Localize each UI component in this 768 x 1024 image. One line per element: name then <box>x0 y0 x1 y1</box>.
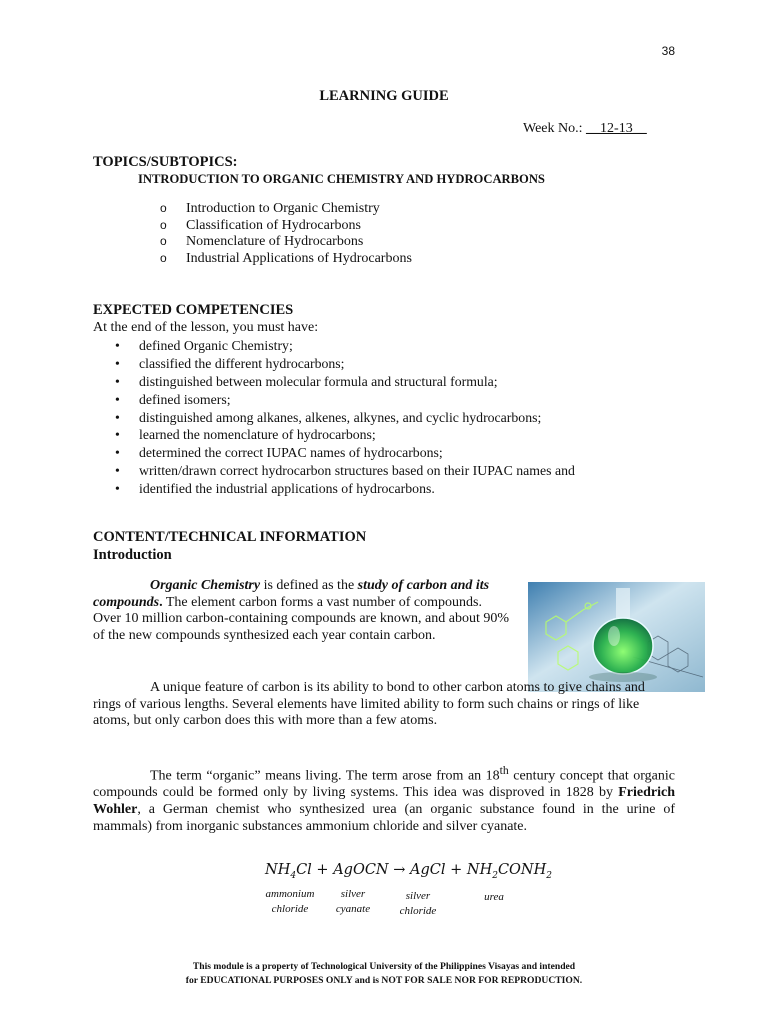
chemistry-flask-image <box>528 582 705 692</box>
footer-line: This module is a property of Technological University of the Philippines Visayas and intended <box>192 961 576 972</box>
plus-sign: + <box>445 862 467 878</box>
term-study-of-carbon: study of carbon and its compounds <box>93 578 490 610</box>
list-item <box>160 250 412 267</box>
competencies-list <box>115 337 575 498</box>
list-item-text: Introduction to Organic Chemistry <box>186 201 380 216</box>
paragraph-organic-history <box>93 763 675 835</box>
list-item-text: determined the correct IUPAC names of hydrocarbons; <box>139 445 443 461</box>
paragraph-text: century concept that organic compounds could be formed only by living systems. This idea was disproved in 1828 by <box>93 768 675 801</box>
topics-list <box>160 200 412 267</box>
superscript: th <box>499 764 509 777</box>
formula-text: AgCl <box>410 862 446 878</box>
paragraph-definition <box>93 578 513 645</box>
term-organic-chemistry: Organic Chemistry <box>150 578 261 593</box>
competencies-intro: At the end of the lesson, you must have: <box>93 320 319 335</box>
list-item <box>115 480 575 498</box>
list-item <box>115 337 575 355</box>
person-name: Friedrich Wohler <box>93 785 675 818</box>
list-item <box>160 233 412 250</box>
bullet-icon: • <box>115 355 120 371</box>
paragraph-text: The element carbon forms a vast number of compounds. Over 10 million carbon-containing compounds are known, and about 90% of the new compounds synthesized each year contain carbon. <box>93 594 510 644</box>
formula-text: Cl <box>296 862 312 878</box>
paragraph-text: is defined as the <box>260 578 358 593</box>
list-item-text: distinguished among alkanes, alkenes, alkynes, and cyclic hydrocarbons; <box>139 409 542 425</box>
bullet-icon: • <box>115 338 120 353</box>
paragraph-text: The term “organic” means living. The term arose from an 18 <box>150 768 500 784</box>
week-number <box>523 121 647 137</box>
circle-bullet-icon: o <box>160 217 167 232</box>
formula-text: NH <box>466 862 493 878</box>
footer-line: for EDUCATIONAL PURPOSES ONLY and is NOT FOR SALE NOR FOR REPRODUCTION. <box>185 975 583 986</box>
list-item <box>160 200 412 217</box>
circle-bullet-icon: o <box>160 234 167 249</box>
list-item <box>160 217 412 234</box>
list-item-text: distinguished between molecular formula and structural formula; <box>139 373 498 389</box>
arrow-icon: → <box>388 862 410 878</box>
list-item-text: written/drawn correct hydrocarbon structures based on their IUPAC names and <box>139 463 575 479</box>
chemical-equation <box>265 862 552 881</box>
competencies-heading: EXPECTED COMPETENCIES <box>93 302 294 318</box>
bullet-icon: • <box>115 391 120 407</box>
introduction-heading: Introduction <box>93 547 172 563</box>
topics-subheading: INTRODUCTION TO ORGANIC CHEMISTRY AND HYDROCARBONS <box>138 172 545 186</box>
formula-text: AgOCN <box>333 862 389 878</box>
list-item-text: learned the nomenclature of hydrocarbons; <box>139 427 376 443</box>
list-item-text: defined isomers; <box>139 391 231 407</box>
bullet-icon: • <box>115 481 120 497</box>
page-number: 38 <box>661 44 675 58</box>
equation-label-silver-chloride: silver chloride <box>399 890 437 917</box>
bullet-icon: • <box>115 463 120 479</box>
topics-heading: TOPICS/SUBTOPICS: <box>93 154 238 170</box>
list-item <box>115 373 575 391</box>
bullet-icon: • <box>115 409 120 425</box>
list-item <box>115 462 575 480</box>
circle-bullet-icon: o <box>160 251 167 266</box>
list-item <box>115 444 575 462</box>
equation-label-ammonium-chloride: ammonium chloride <box>265 888 315 915</box>
list-item-text: Nomenclature of Hydrocarbons <box>186 234 364 250</box>
list-item-text: Classification of Hydrocarbons <box>186 217 361 233</box>
list-item <box>115 426 575 444</box>
formula-subscript: 2 <box>492 870 498 881</box>
paragraph-text: . <box>159 594 163 610</box>
bullet-icon: • <box>115 427 120 443</box>
list-item <box>115 355 575 373</box>
formula-subscript: 4 <box>290 870 297 881</box>
paragraph-carbon-bonding <box>93 680 673 730</box>
week-label: Week No.: <box>523 121 587 136</box>
list-item <box>115 409 575 427</box>
list-item-text: identified the industrial applications of hydrocarbons. <box>139 481 435 497</box>
plus-sign: + <box>311 862 334 878</box>
equation-label-urea: urea <box>484 891 504 903</box>
circle-bullet-icon: o <box>160 201 167 215</box>
footer-disclaimer <box>0 960 768 988</box>
equation-label-silver-cyanate: silver cyanate <box>335 888 371 915</box>
bullet-icon: • <box>115 445 120 461</box>
list-item-text: classified the different hydrocarbons; <box>139 355 345 371</box>
formula-text: NH <box>265 862 291 878</box>
week-value: __12-13__ <box>586 121 647 136</box>
page-title: LEARNING GUIDE <box>319 88 449 104</box>
list-item-text: defined Organic Chemistry; <box>139 338 293 353</box>
content-heading: CONTENT/TECHNICAL INFORMATION <box>93 529 367 545</box>
formula-subscript: 2 <box>546 870 553 881</box>
formula-text: CONH <box>497 862 547 878</box>
list-item-text: Industrial Applications of Hydrocarbons <box>186 251 412 267</box>
paragraph-text: A unique feature of carbon is its ability to bond to other carbon atoms to give chains and rings of various lengths. Several elements have limited ability to form such chains or rings of like atoms, but only carbon does this with more than a few atoms. <box>93 680 645 729</box>
paragraph-text: , a German chemist who synthesized urea (an organic substance found in the urine of mammals) from inorganic substances ammonium chloride and silver cyanate. <box>93 802 675 834</box>
list-item <box>115 391 575 409</box>
bullet-icon: • <box>115 373 120 389</box>
